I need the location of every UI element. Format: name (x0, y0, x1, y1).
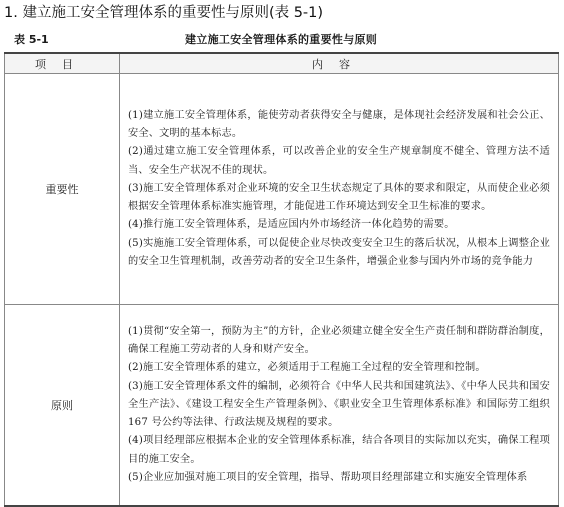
table-row-principles (5, 305, 559, 507)
section-heading: 1. 建立施工安全管理体系的重要性与原则(表 5-1) (4, 5, 324, 21)
table-row-importance (5, 74, 559, 305)
principle-item-2: (2)施工安全管理体系的建立，必须适用于工程施工全过程的安全管理和控制。 (128, 362, 486, 374)
row-label-importance: 重要性 (5, 74, 120, 305)
table-header-row (5, 53, 559, 74)
importance-item-3: (3)施工安全管理体系对企业环境的安全卫生状态规定了具体的要求和限定，从而使企业必须根据安全管理体系标准实施管理，才能促进工作环境达到安全卫生标准的要求。 (128, 182, 550, 213)
principle-item-4: (4)项目经理部应根据本企业的安全管理体系标准，结合各项目的实际加以充实，确保工程项目的施工安全。 (128, 435, 550, 465)
header-content: 内容 (120, 53, 559, 74)
importance-item-2: (2)通过建立施工安全管理体系，可以改善企业的安全生产规章制度不健全、管理方法不适当、安全生产状况不佳的现状。 (128, 146, 550, 176)
row-content-importance (120, 74, 559, 305)
importance-principles-table (4, 52, 559, 507)
principle-item-3: (3)施工安全管理体系文件的编制，必须符合《中华人民共和国建筑法》、《中华人民共和国安全生产法》、《建设工程安全生产管理条例》、《职业安全卫生管理体系标准》和国际劳工组织 167 号公约等法律、行政法规及规程的要求。 (128, 380, 550, 429)
row-content-principles (120, 305, 559, 507)
header-item: 项目 (5, 53, 120, 74)
importance-item-4: (4)推行施工安全管理体系，是适应国内外市场经济一体化趋势的需要。 (128, 219, 455, 231)
table-title: 建立施工安全管理体系的重要性与原则 (185, 33, 378, 46)
principle-item-5: (5)企业应加强对施工项目的安全管理，指导、帮助项目经理部建立和实施安全管理体系 (128, 471, 528, 483)
importance-item-1: (1)建立施工安全管理体系，能使劳动者获得安全与健康，是体现社会经济发展和社会公正、安全、文明的基本标志。 (128, 110, 550, 140)
row-label-principles: 原则 (5, 305, 120, 507)
table-caption (4, 30, 558, 50)
principle-item-1: (1)贯彻“安全第一，预防为主”的方针，企业必须建立健全安全生产责任制和群防群治制度，确保工程施工劳动者的人身和财产安全。 (128, 326, 550, 356)
importance-item-5: (5)实施施工安全管理体系，可以促使企业尽快改变安全卫生的落后状况，从根本上调整企业的安全卫生管理机制，改善劳动者的安全卫生条件，增强企业参与国内外市场的竞争能力 (128, 237, 550, 267)
table-number: 表 5-1 (14, 33, 49, 46)
